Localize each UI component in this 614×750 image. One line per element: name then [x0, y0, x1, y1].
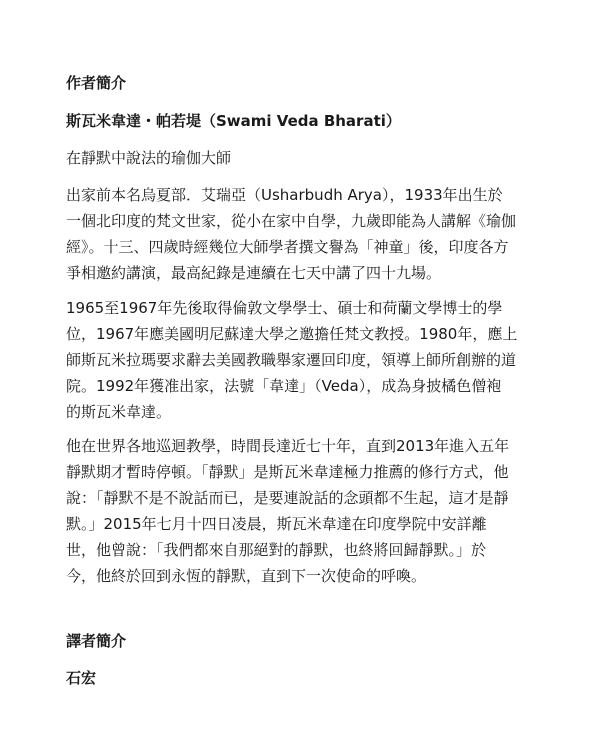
author-subtitle: 在靜默中說法的瑜伽大師 [66, 149, 232, 167]
text-line: 的斯瓦米韋達。 [66, 403, 172, 421]
text-line: 今，他終於回到永恆的靜默，直到下一次使命的呼喚。 [66, 567, 427, 585]
author-bio-paragraph-2 [66, 295, 550, 425]
author-section-heading: 作者簡介 [66, 74, 127, 92]
text-line: 爭相邀約講演，最高紀錄是連續在七天中講了四十九場。 [66, 264, 442, 282]
author-bio-paragraph-1 [66, 182, 550, 286]
text-line: 說：「靜默不是不說話而已，是要連說話的念頭都不生起，這才是靜 [66, 489, 509, 507]
text-line: 一個北印度的梵文世家，從小在家中自學，九歲即能為人講解《瑜伽 [66, 212, 517, 230]
translator-section-heading: 譯者簡介 [66, 632, 127, 650]
text-line: 1965至1967年先後取得倫敦文學學士、碩士和荷蘭文學博士的學 [66, 299, 503, 317]
text-line: 世，他曾說：「我們都來自那絕對的靜默，也終將回歸靜默。」於 [66, 541, 487, 559]
text-line: 靜默期才暫時停頓。「靜默」是斯瓦米韋達極力推薦的修行方式，他 [66, 463, 509, 481]
text-line: 師斯瓦米拉瑪要求辭去美國教職舉家遷回印度，領導上師所創辦的道 [66, 351, 517, 369]
author-name: 斯瓦米韋達・帕若堤（Swami Veda Bharati） [66, 112, 401, 130]
translator-name: 石宏 [66, 669, 97, 687]
text-line: 出家前本名烏夏部．艾瑞亞（Usharbudh Arya），1933年出生於 [66, 186, 503, 204]
text-line: 默。」2015年七月十四日凌晨，斯瓦米韋達在印度學院中安詳離 [66, 515, 487, 533]
text-line: 院。1992年獲准出家，法號「韋達」（Veda），成為身披橘色僧袍 [66, 377, 502, 395]
text-line: 位，1967年應美國明尼蘇達大學之邀擔任梵文教授。1980年，應上 [66, 325, 518, 343]
author-bio-paragraph-3 [66, 433, 550, 589]
text-line: 經》。十三、四歲時經幾位大師學者撰文譽為「神童」後，印度各方 [66, 238, 509, 256]
text-line: 他在世界各地巡迴教學，時間長達近七十年，直到2013年進入五年 [66, 437, 510, 455]
